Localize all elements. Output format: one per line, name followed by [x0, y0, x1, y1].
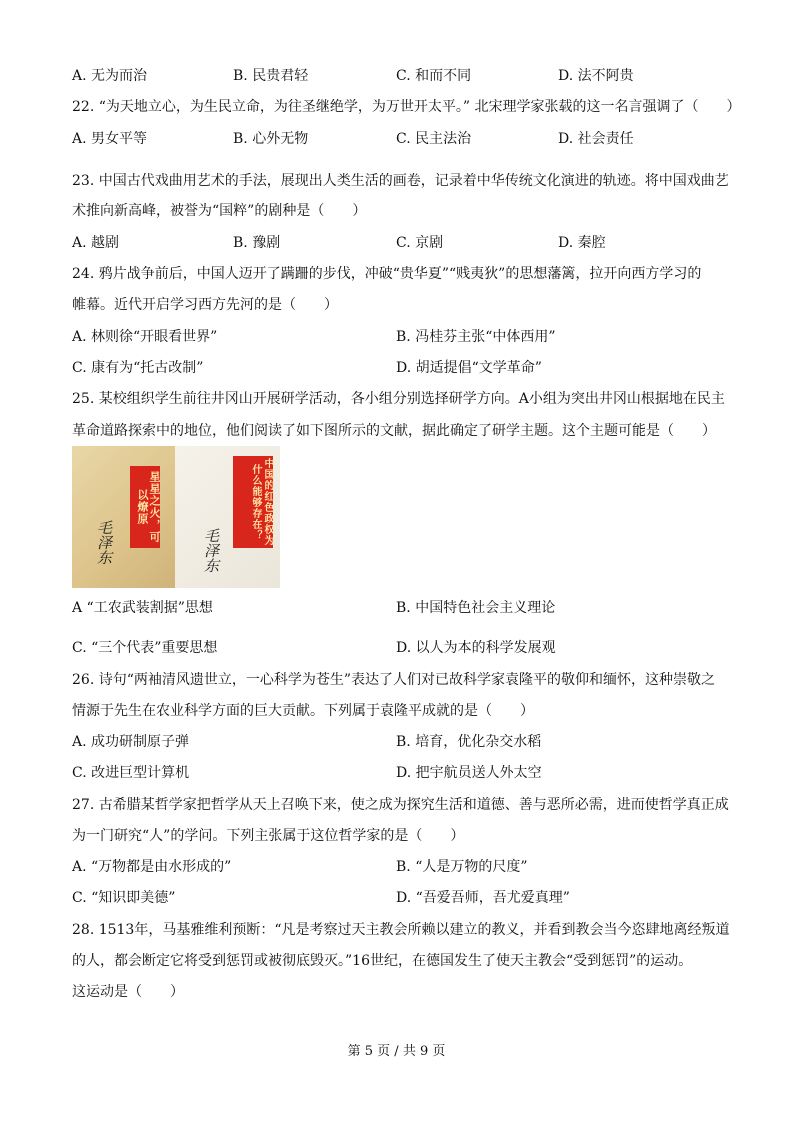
book-cover-2-signature: 毛泽东 — [202, 528, 220, 573]
q21-option-c: C. 和而不同 — [396, 68, 472, 84]
q22-option-a: A. 男女平等 — [72, 131, 148, 147]
q28-stem-line3: 这运动是（ ） — [72, 984, 184, 1000]
q27-option-d: D. “吾爱吾师，吾尤爱真理” — [396, 890, 570, 906]
q25-option-a: A “工农武装割据”思想 — [72, 600, 213, 616]
q28-stem-line2: 的人，都会断定它将受到惩罚或被彻底毁灭。”16世纪，在德国发生了使天主教会“受到惩罚”的运动。 — [72, 953, 693, 969]
q24-option-a: A. 林则徐“开眼看世界” — [72, 329, 218, 345]
q24-option-b: B. 冯桂芬主张“中体西用” — [396, 329, 556, 345]
book-cover-1-signature: 毛泽东 — [95, 520, 113, 565]
q21-option-b: B. 民贵君轻 — [233, 68, 309, 84]
book-cover-2-title: 中国的红色政权为什么能够存在？ — [233, 456, 273, 548]
q27-stem-line2: 为一门研究“人”的学问。下列主张属于这位哲学家的是（ ） — [72, 828, 465, 844]
q22-option-b: B. 心外无物 — [233, 131, 309, 147]
q22-option-c: C. 民主法治 — [396, 131, 472, 147]
q25-figure — [72, 446, 280, 588]
q23-option-a: A. 越剧 — [72, 235, 120, 251]
q22-option-d: D. 社会责任 — [558, 131, 634, 147]
page-footer: 第 5 页 / 共 9 页 — [347, 1044, 446, 1059]
q24-option-c: C. 康有为“托古改制” — [72, 360, 204, 376]
q26-option-d: D. 把宇航员送人外太空 — [396, 765, 542, 781]
q24-stem-line1: 24. 鸦片战争前后，中国人迈开了蹒跚的步伐，冲破“贵华夏”“贱夷狄”的思想藩篱，拉开向西方学习的 — [72, 266, 702, 282]
q25-stem-line2: 革命道路探索中的地位，他们阅读了如下图所示的文献，据此确定了研学主题。这个主题可能是（ ） — [72, 423, 716, 439]
q24-option-d: D. 胡适提倡“文学革命” — [396, 360, 542, 376]
q26-option-c: C. 改进巨型计算机 — [72, 765, 190, 781]
q23-stem-line1: 23. 中国古代戏曲用艺术的手法，展现出人类生活的画卷，记录着中华传统文化演进的轨迹。将中国戏曲艺 — [72, 173, 729, 189]
q28-stem-line1: 28. 1513年，马基雅维利预断：“凡是考察过天主教会所赖以建立的教义，并看到教会当今恣肆地离经叛道 — [72, 922, 730, 938]
q23-option-d: D. 秦腔 — [558, 235, 606, 251]
q27-option-c: C. “知识即美德” — [72, 890, 176, 906]
q25-option-c: C. “三个代表”重要思想 — [72, 640, 218, 656]
q21-option-d: D. 法不阿贵 — [558, 68, 634, 84]
q24-stem-line2: 帷幕。近代开启学习西方先河的是（ ） — [72, 297, 338, 313]
q26-stem-line2: 情源于先生在农业科学方面的巨大贡献。下列属于袁隆平成就的是（ ） — [72, 703, 534, 719]
q27-option-a: A. “万物都是由水形成的” — [72, 859, 232, 875]
q23-stem-line2: 术推向新高峰，被誉为“国粹”的剧种是（ ） — [72, 203, 367, 219]
q23-option-c: C. 京剧 — [396, 235, 444, 251]
book-cover-1 — [72, 446, 175, 588]
q21-option-a: A. 无为而治 — [72, 68, 148, 84]
book-cover-2 — [175, 446, 280, 588]
q25-option-d: D. 以人为本的科学发展观 — [396, 640, 556, 656]
q25-option-b: B. 中国特色社会主义理论 — [396, 600, 556, 616]
q26-option-b: B. 培育，优化杂交水稻 — [396, 734, 542, 750]
q26-option-a: A. 成功研制原子弹 — [72, 734, 190, 750]
book-cover-1-title: 星星之火，可以燎原 — [130, 466, 160, 548]
q27-option-b: B. “人是万物的尺度” — [396, 859, 528, 875]
q23-option-b: B. 豫剧 — [233, 235, 281, 251]
q26-stem-line1: 26. 诗句“两袖清风遗世立，一心科学为苍生”表达了人们对已故科学家袁隆平的敬仰和缅怀，这种崇敬之 — [72, 672, 716, 688]
q27-stem-line1: 27. 古希腊某哲学家把哲学从天上召唤下来，使之成为探究生活和道德、善与恶所必需，进而使哲学真正成 — [72, 797, 729, 813]
q22-stem: 22. “为天地立心，为生民立命，为往圣继绝学，为万世开太平。” 北宋理学家张载的这一名言强调了（ ） — [72, 99, 741, 115]
q25-stem-line1: 25. 某校组织学生前往井冈山开展研学活动，各小组分别选择研学方向。A小组为突出井冈山根据地在民主 — [72, 391, 725, 407]
